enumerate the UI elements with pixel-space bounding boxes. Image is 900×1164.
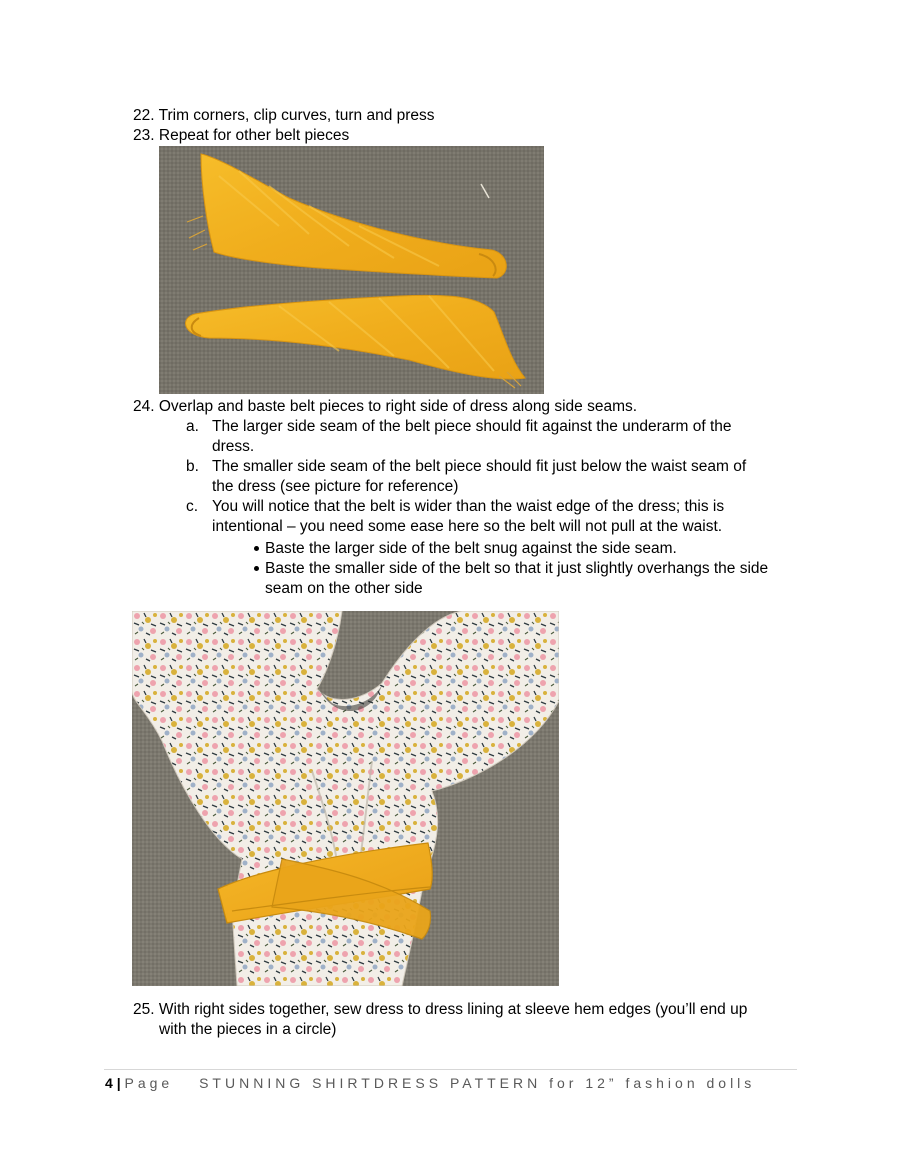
- step-24: 24. Overlap and baste belt pieces to right side of dress along side seams.: [133, 398, 638, 415]
- step-23: 23. Repeat for other belt pieces: [133, 127, 350, 144]
- substep-a-line1: The larger side seam of the belt piece should fit against the underarm of the: [212, 418, 732, 435]
- bullet-dot: [254, 546, 259, 551]
- substep-a-letter: a.: [186, 418, 199, 435]
- step-23-text: Repeat for other belt pieces: [158, 127, 350, 144]
- step-22-text: Trim corners, clip curves, turn and press: [158, 107, 435, 124]
- bullet-2-line2: seam on the other side: [265, 580, 423, 597]
- dress-with-belt-illustration: [132, 611, 559, 986]
- dress-with-belt-photo: [132, 611, 559, 986]
- substep-b-letter: b.: [186, 458, 199, 475]
- step-24-text: Overlap and baste belt pieces to right side of dress along side seams.: [158, 398, 638, 415]
- page-footer: [105, 1074, 755, 1092]
- page-label: Page: [124, 1075, 174, 1091]
- step-25-line1: With right sides together, sew dress to dress lining at sleeve hem edges (you’ll end up: [158, 1001, 748, 1018]
- substep-c-line2: intentional – you need some ease here so the belt will not pull at the waist.: [212, 518, 723, 535]
- bullet-dot: [254, 566, 259, 571]
- step-25-line2: with the pieces in a circle): [159, 1021, 337, 1038]
- substep-c-line1: You will notice that the belt is wider than the waist edge of the dress; this is: [212, 498, 725, 515]
- step-22: 22. Trim corners, clip curves, turn and press: [133, 107, 435, 124]
- substep-b-line2: the dress (see picture for reference): [212, 478, 459, 495]
- document-title: STUNNING SHIRTDRESS PATTERN for 12” fashion dolls: [199, 1075, 756, 1091]
- belt-pieces-illustration: [159, 146, 544, 394]
- bullet-2-line1: Baste the smaller side of the belt so that it just slightly overhangs the side: [265, 560, 769, 577]
- substep-a-line2: dress.: [212, 438, 255, 455]
- substep-b-line1: The smaller side seam of the belt piece should fit just below the waist seam of: [212, 458, 747, 475]
- substep-c-letter: c.: [186, 498, 199, 515]
- page-number: 4: [105, 1075, 113, 1091]
- bullet-1-line1: Baste the larger side of the belt snug against the side seam.: [265, 540, 677, 557]
- footer-separator: |: [116, 1075, 121, 1091]
- belt-pieces-photo: [159, 146, 544, 394]
- step-25: 25. With right sides together, sew dress to dress lining at sleeve hem edges (you’ll end up: [133, 1001, 748, 1018]
- footer-divider: [104, 1069, 797, 1070]
